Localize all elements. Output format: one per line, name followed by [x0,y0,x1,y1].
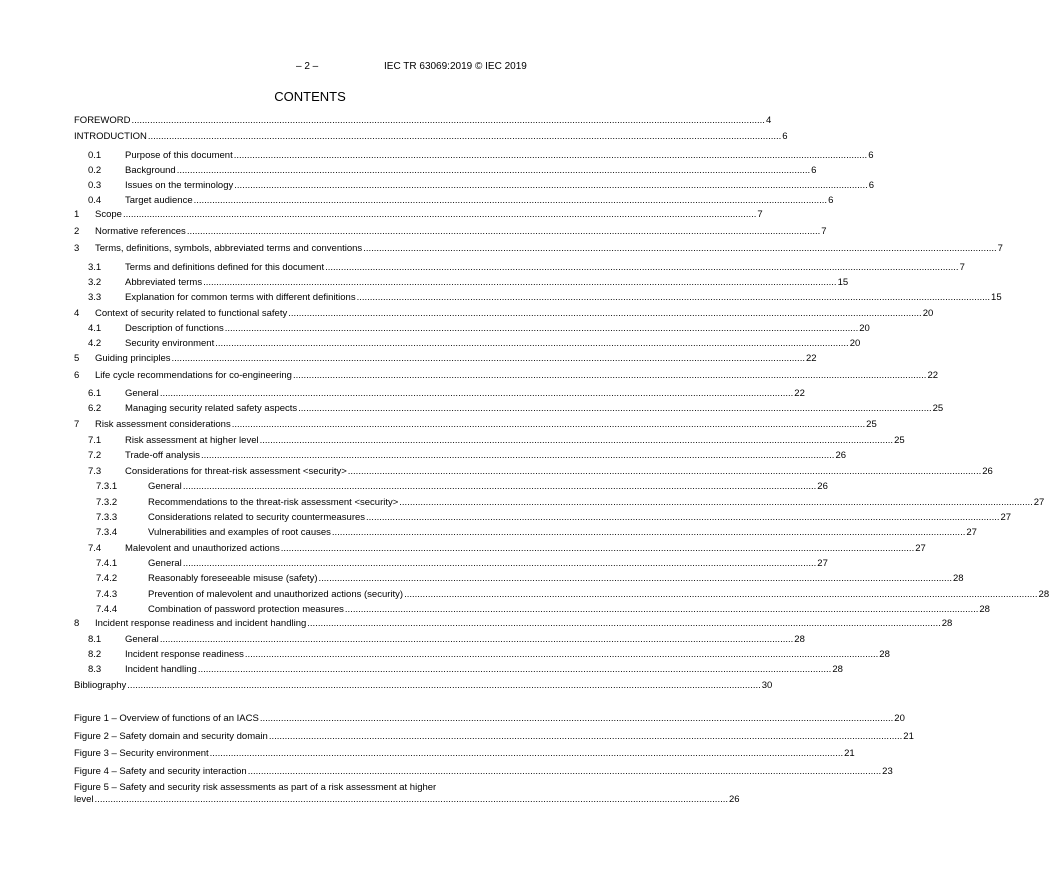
toc-page-number: 6 [868,180,875,191]
toc-page-number: 21 [844,748,855,759]
toc-number: 6 [74,370,80,381]
toc-entry[interactable] [74,496,1045,509]
toc-title: Considerations related to security countermeasures [148,512,366,523]
figure-entry[interactable] [74,712,905,725]
toc-entry[interactable] [74,164,817,177]
toc-entry[interactable] [74,337,861,350]
toc-number: 8 [74,618,80,629]
toc-entry[interactable] [74,648,890,661]
toc-page-number: 26 [835,450,847,461]
toc-number: 6.1 [88,388,102,399]
toc-number: 7.3.2 [96,497,118,508]
toc-number: 7.3.1 [96,481,118,492]
figure-entry-line1[interactable]: Figure 5 – Safety and security risk assessments as part of a risk assessment at higher [74,782,437,793]
toc-title: Bibliography [74,680,127,691]
toc-page-number: 7 [997,243,1003,254]
toc-title: FOREWORD [74,115,131,126]
dot-leader: ................................................................................................................................................................................................................................................ [259,435,894,446]
dot-leader: ................................................................................................................................................................................................................................................ [298,403,932,414]
toc-title: Reasonably foreseeable misuse (safety) [148,573,318,584]
dot-leader: ................................................................................................................................................................................................................................................ [182,481,817,492]
toc-page-number: 25 [866,419,877,430]
figure-entry[interactable] [74,747,855,760]
dot-leader: ................................................................................................................................................................................................................................................ [197,664,832,675]
page-number: – 2 – [296,61,319,72]
figure-entry[interactable] [74,730,914,743]
toc-entry[interactable] [74,352,817,365]
toc-number: 8.1 [88,634,102,645]
dot-leader: ................................................................................................................................................................................................................................................ [399,497,1033,508]
toc-page-number: 27 [817,558,828,569]
toc-title: Trade-off analysis [125,450,200,461]
toc-title: Terms, definitions, symbols, abbreviated terms and conventions [95,243,363,254]
toc-entry[interactable] [74,242,1003,255]
toc-title: Combination of password protection measures [148,604,344,615]
toc-page-number: 20 [894,713,905,724]
toc-number: 0.2 [88,165,102,176]
toc-entry[interactable] [74,208,763,221]
toc-page-number: 6 [782,131,788,142]
toc-page-number: 20 [859,323,870,334]
toc-entry[interactable] [74,588,1049,601]
toc-title: Guiding principles [95,353,171,364]
dot-leader: ................................................................................................................................................................................................................................................ [200,450,835,461]
toc-entry[interactable] [74,418,877,431]
dot-leader: ................................................................................................................................................................................................................................................ [247,766,882,777]
dot-leader: ................................................................................................................................................................................................................................................ [356,292,991,303]
toc-page-number: 7 [959,262,965,273]
toc-entry[interactable] [74,603,990,616]
toc-title: INTRODUCTION [74,131,147,142]
toc-entry[interactable] [74,449,847,462]
toc-page-number: 30 [761,680,773,691]
toc-page-number: 22 [805,353,817,364]
toc-page-number: 7 [757,209,763,220]
dot-leader: ................................................................................................................................................................................................................................................ [122,209,757,220]
toc-title: Malevolent and unauthorized actions [125,543,280,554]
toc-page-number: 28 [879,649,890,660]
toc-title: Incident handling [125,664,197,675]
toc-page-number: 6 [828,195,834,206]
dot-leader: ................................................................................................................................................................................................................................................ [259,713,894,724]
dot-leader: ................................................................................................................................................................................................................................................ [127,680,761,691]
toc-entry[interactable] [74,322,870,335]
toc-entry[interactable] [74,557,828,570]
toc-entry[interactable] [74,572,964,585]
table-of-contents [74,0,1049,877]
toc-page-number: 27 [915,543,926,554]
toc-page-number: 28 [794,634,805,645]
toc-entry[interactable] [74,542,926,555]
toc-number: 4.1 [88,323,102,334]
toc-entry[interactable] [74,402,944,415]
toc-entry[interactable] [74,194,834,207]
toc-title: Figure 1 – Overview of functions of an IACS [74,713,259,724]
toc-number: 7.3.4 [96,527,118,538]
toc-page-number: 7 [821,226,827,237]
toc-title: Considerations for threat-risk assessment <security> [125,466,347,477]
toc-title: level [74,794,94,805]
toc-number: 0.1 [88,150,102,161]
dot-leader: ................................................................................................................................................................................................................................................ [404,589,1038,600]
dot-leader: ................................................................................................................................................................................................................................................ [307,618,941,629]
toc-title: Figure 4 – Safety and security interaction [74,766,247,777]
toc-number: 7.3.3 [96,512,118,523]
toc-page-number: 28 [832,664,843,675]
toc-page-number: 22 [794,388,805,399]
dot-leader: ................................................................................................................................................................................................................................................ [234,180,868,191]
toc-title: Recommendations to the threat-risk assessment <security> [148,497,399,508]
dot-leader: ................................................................................................................................................................................................................................................ [147,131,782,142]
toc-number: 3 [74,243,80,254]
toc-entry[interactable] [74,261,965,274]
toc-title: Issues on the terminology [125,180,234,191]
toc-number: 4.2 [88,338,102,349]
dot-leader: ................................................................................................................................................................................................................................................ [233,150,868,161]
toc-number: 7.4.2 [96,573,118,584]
toc-page-number: 21 [903,731,914,742]
toc-entry[interactable] [74,679,773,692]
dot-leader: ................................................................................................................................................................................................................................................ [344,604,979,615]
toc-number: 4 [74,308,80,319]
toc-title: Risk assessment at higher level [125,435,259,446]
toc-title: Purpose of this document [125,150,233,161]
dot-leader: ................................................................................................................................................................................................................................................ [292,370,927,381]
toc-page-number: 4 [765,115,772,126]
toc-entry[interactable] [74,179,875,192]
document-id: IEC TR 63069:2019 © IEC 2019 [384,61,527,72]
dot-leader: ................................................................................................................................................................................................................................................ [318,573,952,584]
toc-entry[interactable] [74,276,849,289]
toc-entry[interactable] [74,617,953,630]
toc-title: Description of functions [125,323,224,334]
toc-page-number: 23 [882,766,893,777]
toc-entry[interactable] [74,663,843,676]
toc-page-number: 26 [982,466,993,477]
toc-title: Terms and definitions defined for this document [125,262,325,273]
toc-page-number: 26 [817,481,828,492]
toc-title: Abbreviated terms [125,277,203,288]
toc-number: 6.2 [88,403,102,414]
toc-entry[interactable] [74,369,939,382]
dot-leader: ................................................................................................................................................................................................................................................ [203,277,837,288]
dot-leader: ................................................................................................................................................................................................................................................ [176,165,811,176]
figure-entry[interactable] [74,765,893,778]
toc-number: 2 [74,226,80,237]
toc-title: General [148,481,182,492]
toc-page-number: 20 [922,308,934,319]
toc-number: 0.3 [88,180,102,191]
toc-number: 7.4.4 [96,604,118,615]
toc-title: Background [125,165,176,176]
dot-leader: ................................................................................................................................................................................................................................................ [182,558,817,569]
toc-title: Figure 2 – Safety domain and security domain [74,731,268,742]
dot-leader: ................................................................................................................................................................................................................................................ [193,195,828,206]
toc-title: Incident response readiness [125,649,244,660]
toc-title: Managing security related safety aspects [125,403,298,414]
dot-leader: ................................................................................................................................................................................................................................................ [331,527,966,538]
toc-title: General [125,634,159,645]
toc-number: 7.1 [88,435,102,446]
figure-entry[interactable] [74,793,740,806]
toc-title: Incident response readiness and incident handling [95,618,307,629]
toc-title: General [148,558,182,569]
toc-page-number: 28 [941,618,953,629]
toc-page-number: 28 [952,573,964,584]
dot-leader: ................................................................................................................................................................................................................................................ [186,226,821,237]
dot-leader: ................................................................................................................................................................................................................................................ [159,388,794,399]
toc-page-number: 6 [811,165,817,176]
toc-page-number: 26 [729,794,740,805]
toc-title: Security environment [125,338,215,349]
dot-leader: ................................................................................................................................................................................................................................................ [131,115,765,126]
toc-title: Explanation for common terms with different definitions [125,292,356,303]
dot-leader: ................................................................................................................................................................................................................................................ [209,748,844,759]
toc-title: Target audience [125,195,193,206]
toc-number: 7.4 [88,543,102,554]
toc-page-number: 27 [966,527,977,538]
toc-page-number: 22 [927,370,939,381]
toc-entry[interactable] [74,387,805,400]
dot-leader: ................................................................................................................................................................................................................................................ [224,323,859,334]
toc-title: Risk assessment considerations [95,419,231,430]
toc-title: Life cycle recommendations for co-engineering [95,370,292,381]
contents-title: CONTENTS [274,89,346,104]
toc-page-number: 28 [1038,589,1049,600]
toc-number: 7.3 [88,466,102,477]
toc-title: Figure 3 – Security environment [74,748,209,759]
toc-number: 7.4.3 [96,589,118,600]
toc-entry[interactable] [74,480,828,493]
toc-number: 3.3 [88,292,102,303]
dot-leader: ................................................................................................................................................................................................................................................ [288,308,922,319]
toc-title: Prevention of malevolent and unauthorized actions (security) [148,589,404,600]
toc-page-number: 27 [1000,512,1012,523]
toc-number: 3.2 [88,277,102,288]
toc-entry[interactable] [74,434,905,447]
dot-leader: ................................................................................................................................................................................................................................................ [171,353,805,364]
toc-page-number: 20 [849,338,861,349]
toc-page-number: 25 [894,435,905,446]
toc-entry[interactable] [74,225,827,238]
dot-leader: ................................................................................................................................................................................................................................................ [231,419,866,430]
toc-entry[interactable] [74,307,934,320]
toc-entry[interactable] [74,633,805,646]
toc-number: 0.4 [88,195,102,206]
toc-title: Normative references [95,226,186,237]
toc-number: 7.2 [88,450,102,461]
toc-entry[interactable] [74,511,1012,524]
dot-leader: ................................................................................................................................................................................................................................................ [159,634,794,645]
toc-number: 7.4.1 [96,558,118,569]
dot-leader: ................................................................................................................................................................................................................................................ [268,731,903,742]
toc-page-number: 6 [868,150,874,161]
dot-leader: ................................................................................................................................................................................................................................................ [280,543,915,554]
toc-entry[interactable] [74,526,977,539]
toc-entry[interactable] [74,465,993,478]
toc-number: 3.1 [88,262,102,273]
dot-leader: ................................................................................................................................................................................................................................................ [94,794,729,805]
toc-title: Context of security related to functional safety [95,308,288,319]
toc-page-number: 27 [1033,497,1045,508]
toc-page-number: 25 [932,403,944,414]
toc-page-number: 15 [837,277,849,288]
toc-entry[interactable] [74,149,874,162]
dot-leader: ................................................................................................................................................................................................................................................ [347,466,982,477]
toc-entry[interactable] [74,130,788,143]
dot-leader: ................................................................................................................................................................................................................................................ [366,512,1000,523]
toc-number: 7 [74,419,80,430]
toc-title: General [125,388,159,399]
dot-leader: ................................................................................................................................................................................................................................................ [244,649,879,660]
toc-title: Scope [95,209,122,220]
toc-page-number: 28 [979,604,990,615]
toc-number: 5 [74,353,80,364]
toc-title: Vulnerabilities and examples of root causes [148,527,331,538]
toc-number: 8.2 [88,649,102,660]
toc-number: 1 [74,209,80,220]
toc-page-number: 15 [991,292,1002,303]
dot-leader: ................................................................................................................................................................................................................................................ [325,262,959,273]
toc-entry[interactable] [74,114,772,127]
dot-leader: ................................................................................................................................................................................................................................................ [215,338,849,349]
toc-entry[interactable] [74,291,1002,304]
dot-leader: ................................................................................................................................................................................................................................................ [363,243,997,254]
toc-number: 8.3 [88,664,102,675]
